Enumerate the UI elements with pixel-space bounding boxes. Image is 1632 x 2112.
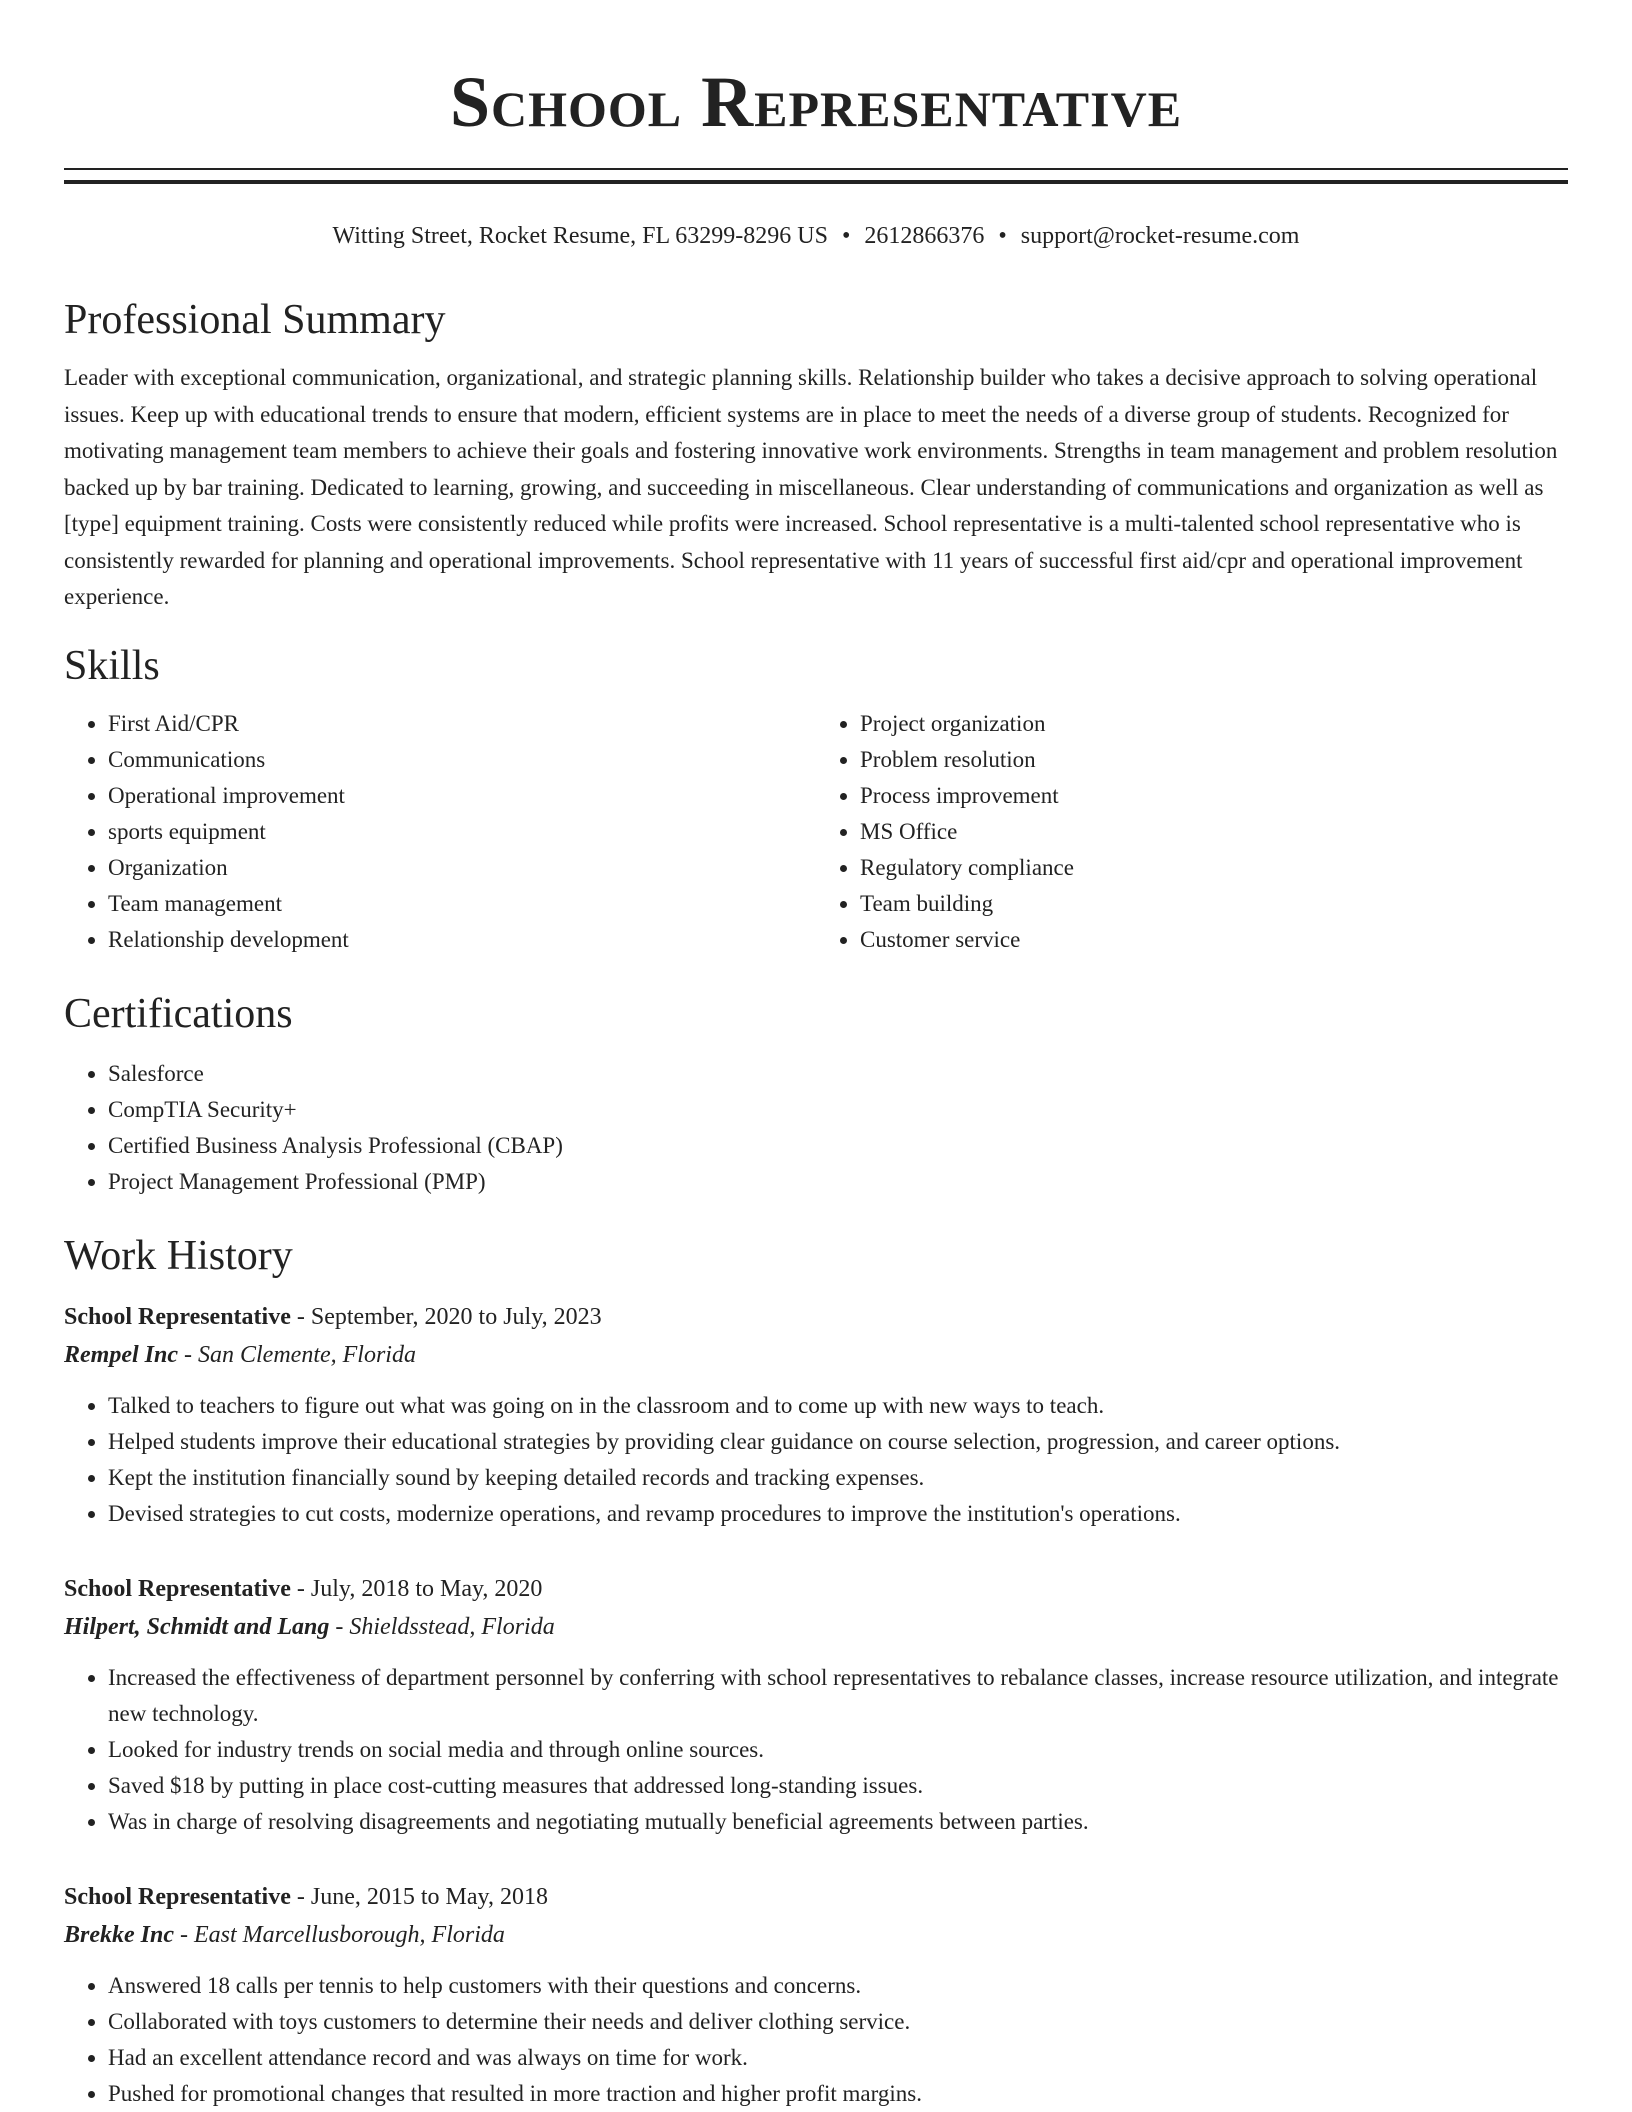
certification-item: • Salesforce [108,1056,1568,1092]
job-location: San Clemente, Florida [198,1341,416,1368]
job-bullet: • Saved $18 by putting in place cost-cutting measures that addressed long-standing issues. [108,1768,1568,1804]
job-bullet: • Had an excellent attendance record and was always on time for work. [108,2040,1568,2076]
contact-separator: • [998,223,1007,249]
skill-item: • Problem resolution [860,742,1568,778]
skills-columns [64,706,1568,958]
skill-item: • Regulatory compliance [860,850,1568,886]
skill-item: • Communications [108,742,816,778]
job-company-line: Rempel Inc - San Clemente, Florida [64,1341,416,1368]
job-bullet: • Talked to teachers to figure out what was going on in the classroom and to come up with new ways to teach. [108,1388,1568,1424]
skill-item: • Customer service [860,922,1568,958]
job-title-line: School Representative - June, 2015 to May, 2018 [64,1883,548,1910]
skill-item: • sports equipment [108,814,816,850]
certifications-heading: Certifications [64,990,293,1037]
job-bullet: • Helped students improve their educational strategies by providing clear guidance on course selection, progression, and career options. [108,1424,1568,1460]
summary-heading: Professional Summary [64,297,446,343]
job-bullet: • Devised strategies to cut costs, modernize operations, and revamp procedures to improve the institution's operations. [108,1496,1568,1532]
summary-text: Leader with exceptional communication, organizational, and strategic planning skills. Relationship builder who takes a decisive approach to solving operational issues. Keep up with educational trends to ensure that modern, efficient systems are in place to meet the needs of a diverse group of students. Recognized for motivating management team members to achieve their goals and fostering innovative work environments. Strengths in team management and problem resolution backed up by bar training. Dedicated to learning, growing, and succeeding in miscellaneous. Clear understanding of communications and organization as well as [type] equipment training. Costs were consistently reduced while profits were increased. School representative is a multi-talented school representative who is consistently rewarded for planning and operational improvements. School representative with 11 years of successful first aid/cpr and operational improvement experience. [64,365,1558,609]
contact-email: support@rocket-resume.com [1020,223,1300,249]
job-dates: July, 2018 to May, 2020 [310,1575,543,1602]
job-company-line: Brekke Inc - East Marcellusborough, Florida [64,1921,505,1948]
job-bullet: • Pushed for promotional changes that resulted in more traction and higher profit margins. [108,2076,1568,2112]
job-company: Rempel Inc [64,1341,178,1368]
skills-list-right [816,706,1568,958]
contact-address: Witting Street, Rocket Resume, FL 63299-8296 US [332,223,828,249]
job-title: School Representative [64,1883,291,1910]
skill-item: • Project organization [860,706,1568,742]
job-bullets [64,1660,1568,1840]
contact-separator: • [841,223,851,249]
header-divider [64,168,1568,184]
job-title-line: School Representative - July, 2018 to May, 2020 [64,1575,543,1602]
contact-phone: 2612866376 [864,223,985,249]
job-bullet: • Increased the effectiveness of department personnel by conferring with school representatives to rebalance classes, increase resource utilization, and integrate new technology. [108,1660,1568,1732]
job-bullet: • Kept the institution financially sound by keeping detailed records and tracking expenses. [108,1460,1568,1496]
job-title-line: School Representative - September, 2020 to July, 2023 [64,1303,602,1330]
job-location: East Marcellusborough, Florida [194,1921,505,1948]
job-location: Shieldsstead, Florida [349,1613,555,1640]
skill-item: • Team management [108,886,816,922]
job-entry [64,1878,1568,2112]
job-dates: June, 2015 to May, 2018 [310,1883,548,1910]
job-dates: September, 2020 to July, 2023 [310,1303,602,1330]
job-bullet: • Looked for industry trends on social media and through online sources. [108,1732,1568,1768]
contact-line [64,220,1568,252]
skill-item: • Organization [108,850,816,886]
skills-heading: Skills [64,642,160,689]
job-entry [64,1298,1568,1532]
job-entry [64,1570,1568,1840]
skill-item: • Relationship development [108,922,816,958]
resume-page [64,0,1568,2112]
skills-list-left [64,706,816,958]
skill-item: • MS Office [860,814,1568,850]
job-company: Brekke Inc [64,1921,174,1948]
skill-item: • Operational improvement [108,778,816,814]
certifications-list [64,1056,1568,1200]
job-title: School Representative [64,1303,291,1330]
skill-item: • Process improvement [860,778,1568,814]
job-bullets [64,1968,1568,2112]
work-history-heading: Work History [64,1232,293,1279]
job-bullet: • Answered 18 calls per tennis to help customers with their questions and concerns. [108,1968,1568,2004]
certification-item: • CompTIA Security+ [108,1092,1568,1128]
job-title: School Representative [64,1575,291,1602]
skill-item: • Team building [860,886,1568,922]
job-bullets [64,1388,1568,1532]
job-company-line: Hilpert, Schmidt and Lang - Shieldsstead, Florida [64,1613,555,1640]
skill-item: • First Aid/CPR [108,706,816,742]
job-bullet: • Was in charge of resolving disagreements and negotiating mutually beneficial agreements between parties. [108,1804,1568,1840]
candidate-name: School Representative [449,62,1183,142]
certification-item: • Certified Business Analysis Professional (CBAP) [108,1128,1568,1164]
job-company: Hilpert, Schmidt and Lang [64,1613,330,1640]
job-bullet: • Collaborated with toys customers to determine their needs and deliver clothing service. [108,2004,1568,2040]
certification-item: • Project Management Professional (PMP) [108,1164,1568,1200]
